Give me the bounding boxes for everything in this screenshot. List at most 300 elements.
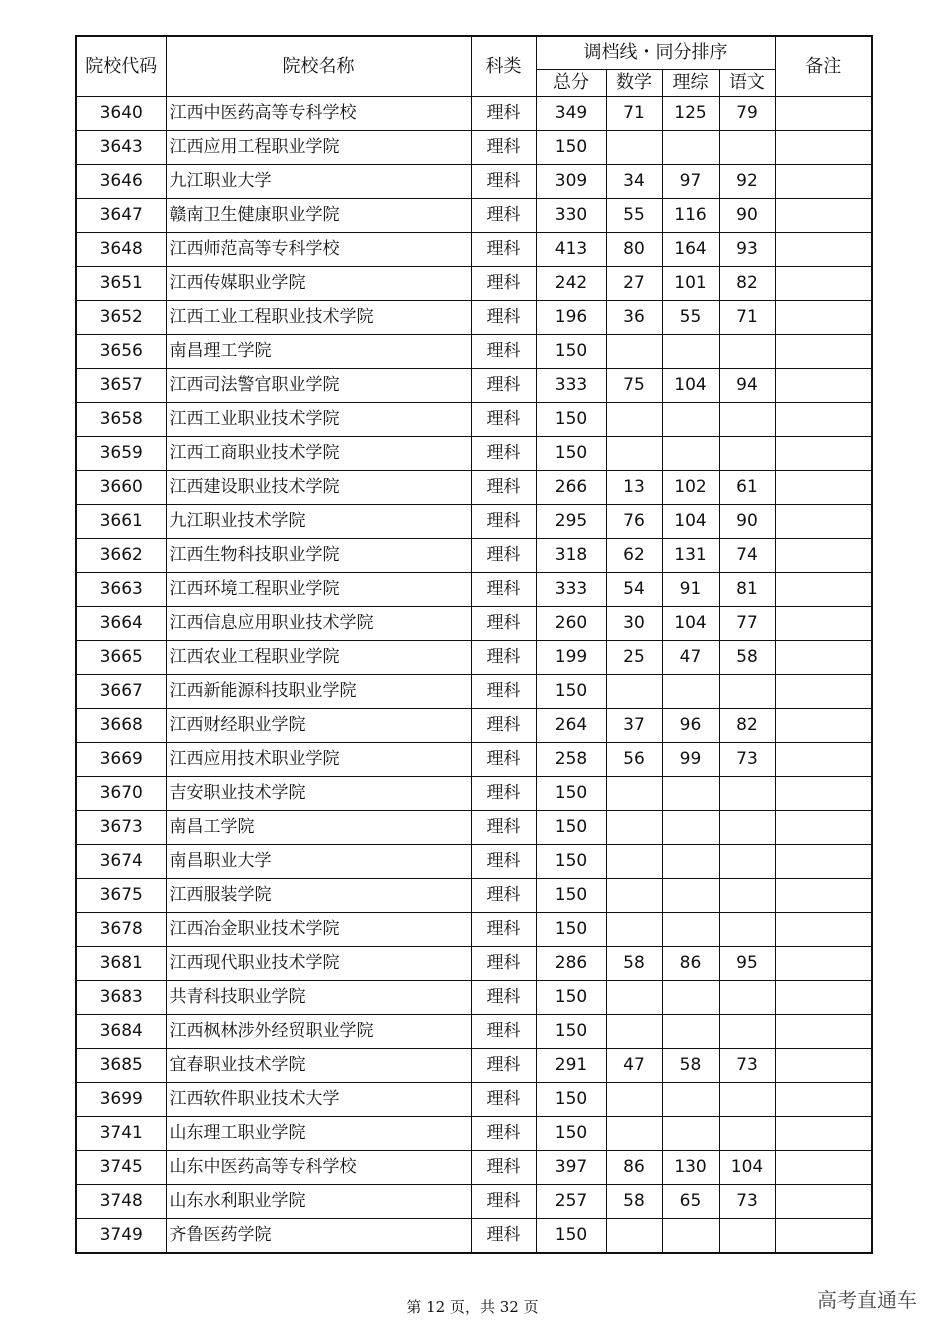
- cell-total: 333: [536, 573, 606, 607]
- cell-notes: [775, 845, 872, 879]
- cell-chinese: [719, 777, 775, 811]
- cell-lizong: [662, 335, 719, 369]
- cell-lizong: 58: [662, 1049, 719, 1083]
- cell-notes: [775, 811, 872, 845]
- cell-lizong: [662, 981, 719, 1015]
- cell-math: 71: [606, 97, 662, 131]
- cell-type: 理科: [471, 131, 536, 165]
- cell-lizong: [662, 131, 719, 165]
- cell-total: 150: [536, 1117, 606, 1151]
- cell-chinese: 81: [719, 573, 775, 607]
- table-row: [76, 267, 872, 301]
- cell-name: 江西环境工程职业学院: [166, 573, 471, 607]
- cell-notes: [775, 97, 872, 131]
- cell-type: 理科: [471, 199, 536, 233]
- cell-chinese: [719, 131, 775, 165]
- cell-chinese: [719, 1083, 775, 1117]
- cell-chinese: 90: [719, 505, 775, 539]
- header-math: 数学: [606, 70, 662, 97]
- table-row: [76, 811, 872, 845]
- cell-math: [606, 403, 662, 437]
- cell-code: 3664: [76, 607, 166, 641]
- cell-total: 413: [536, 233, 606, 267]
- cell-type: 理科: [471, 947, 536, 981]
- cell-code: 3652: [76, 301, 166, 335]
- cell-name: 江西财经职业学院: [166, 709, 471, 743]
- cell-code: 3673: [76, 811, 166, 845]
- cell-type: 理科: [471, 709, 536, 743]
- table-row: [76, 1015, 872, 1049]
- cell-math: 37: [606, 709, 662, 743]
- cell-type: 理科: [471, 97, 536, 131]
- cell-total: 150: [536, 845, 606, 879]
- cell-notes: [775, 709, 872, 743]
- cell-total: 258: [536, 743, 606, 777]
- cell-name: 江西工商职业技术学院: [166, 437, 471, 471]
- cell-name: 九江职业技术学院: [166, 505, 471, 539]
- cell-type: 理科: [471, 1151, 536, 1185]
- cell-total: 397: [536, 1151, 606, 1185]
- cell-lizong: [662, 811, 719, 845]
- cell-chinese: 77: [719, 607, 775, 641]
- cell-type: 理科: [471, 471, 536, 505]
- cell-type: 理科: [471, 369, 536, 403]
- cell-lizong: 47: [662, 641, 719, 675]
- admission-score-table: [75, 35, 873, 1254]
- cell-code: 3674: [76, 845, 166, 879]
- cell-code: 3643: [76, 131, 166, 165]
- cell-type: 理科: [471, 1015, 536, 1049]
- cell-code: 3741: [76, 1117, 166, 1151]
- table-row: [76, 403, 872, 437]
- cell-name: 山东中医药高等专科学校: [166, 1151, 471, 1185]
- cell-total: 150: [536, 335, 606, 369]
- cell-notes: [775, 233, 872, 267]
- cell-math: 25: [606, 641, 662, 675]
- cell-math: 76: [606, 505, 662, 539]
- cell-type: 理科: [471, 437, 536, 471]
- header-name: 院校名称: [166, 36, 471, 97]
- cell-total: 150: [536, 879, 606, 913]
- cell-chinese: [719, 335, 775, 369]
- cell-math: 75: [606, 369, 662, 403]
- cell-notes: [775, 641, 872, 675]
- table-row: [76, 1049, 872, 1083]
- cell-total: 260: [536, 607, 606, 641]
- cell-total: 333: [536, 369, 606, 403]
- cell-math: 13: [606, 471, 662, 505]
- cell-lizong: [662, 845, 719, 879]
- cell-chinese: [719, 1015, 775, 1049]
- cell-total: 150: [536, 913, 606, 947]
- cell-lizong: 104: [662, 369, 719, 403]
- cell-total: 150: [536, 675, 606, 709]
- cell-code: 3668: [76, 709, 166, 743]
- cell-notes: [775, 199, 872, 233]
- cell-lizong: 104: [662, 505, 719, 539]
- cell-notes: [775, 573, 872, 607]
- cell-lizong: [662, 1219, 719, 1254]
- cell-code: 3670: [76, 777, 166, 811]
- cell-lizong: 125: [662, 97, 719, 131]
- cell-lizong: 104: [662, 607, 719, 641]
- cell-math: 36: [606, 301, 662, 335]
- cell-notes: [775, 879, 872, 913]
- cell-total: 150: [536, 1219, 606, 1254]
- table-row: [76, 1185, 872, 1219]
- cell-code: 3648: [76, 233, 166, 267]
- cell-name: 江西生物科技职业学院: [166, 539, 471, 573]
- cell-total: 318: [536, 539, 606, 573]
- cell-code: 3748: [76, 1185, 166, 1219]
- cell-total: 257: [536, 1185, 606, 1219]
- cell-type: 理科: [471, 335, 536, 369]
- cell-math: [606, 675, 662, 709]
- cell-notes: [775, 403, 872, 437]
- cell-notes: [775, 1049, 872, 1083]
- cell-name: 江西司法警官职业学院: [166, 369, 471, 403]
- cell-total: 242: [536, 267, 606, 301]
- cell-lizong: 116: [662, 199, 719, 233]
- cell-code: 3685: [76, 1049, 166, 1083]
- cell-name: 江西现代职业技术学院: [166, 947, 471, 981]
- cell-notes: [775, 301, 872, 335]
- cell-lizong: 65: [662, 1185, 719, 1219]
- cell-code: 3660: [76, 471, 166, 505]
- cell-type: 理科: [471, 539, 536, 573]
- cell-name: 江西农业工程职业学院: [166, 641, 471, 675]
- cell-chinese: 61: [719, 471, 775, 505]
- cell-notes: [775, 131, 872, 165]
- table-row: [76, 335, 872, 369]
- cell-math: 80: [606, 233, 662, 267]
- cell-name: 江西中医药高等专科学校: [166, 97, 471, 131]
- cell-type: 理科: [471, 675, 536, 709]
- cell-lizong: [662, 1015, 719, 1049]
- cell-chinese: 95: [719, 947, 775, 981]
- cell-name: 山东理工职业学院: [166, 1117, 471, 1151]
- cell-total: 264: [536, 709, 606, 743]
- cell-math: [606, 777, 662, 811]
- cell-math: [606, 879, 662, 913]
- table-row: [76, 369, 872, 403]
- cell-name: 江西工业工程职业技术学院: [166, 301, 471, 335]
- cell-notes: [775, 1083, 872, 1117]
- cell-type: 理科: [471, 777, 536, 811]
- cell-total: 196: [536, 301, 606, 335]
- header-type: 科类: [471, 36, 536, 97]
- cell-code: 3656: [76, 335, 166, 369]
- table-row: [76, 437, 872, 471]
- cell-math: [606, 845, 662, 879]
- table-row: [76, 879, 872, 913]
- cell-lizong: 101: [662, 267, 719, 301]
- table-row: [76, 845, 872, 879]
- cell-name: 宜春职业技术学院: [166, 1049, 471, 1083]
- cell-name: 南昌理工学院: [166, 335, 471, 369]
- cell-name: 山东水利职业学院: [166, 1185, 471, 1219]
- cell-math: [606, 437, 662, 471]
- cell-lizong: 55: [662, 301, 719, 335]
- cell-type: 理科: [471, 913, 536, 947]
- table-row: [76, 743, 872, 777]
- cell-total: 330: [536, 199, 606, 233]
- table-row: [76, 1117, 872, 1151]
- cell-name: 江西冶金职业技术学院: [166, 913, 471, 947]
- cell-type: 理科: [471, 1083, 536, 1117]
- cell-math: 27: [606, 267, 662, 301]
- table-row: [76, 607, 872, 641]
- cell-lizong: [662, 437, 719, 471]
- cell-notes: [775, 437, 872, 471]
- cell-chinese: 94: [719, 369, 775, 403]
- cell-chinese: 73: [719, 743, 775, 777]
- table-row: [76, 505, 872, 539]
- cell-math: 62: [606, 539, 662, 573]
- page-number: 第 12 页，共 32 页: [406, 1298, 539, 1316]
- cell-total: 266: [536, 471, 606, 505]
- table-row: [76, 301, 872, 335]
- cell-type: 理科: [471, 233, 536, 267]
- cell-code: 3667: [76, 675, 166, 709]
- cell-notes: [775, 1117, 872, 1151]
- cell-chinese: [719, 1117, 775, 1151]
- cell-notes: [775, 1219, 872, 1254]
- cell-lizong: 130: [662, 1151, 719, 1185]
- cell-math: [606, 1015, 662, 1049]
- cell-chinese: 73: [719, 1185, 775, 1219]
- cell-type: 理科: [471, 573, 536, 607]
- cell-code: 3658: [76, 403, 166, 437]
- cell-code: 3661: [76, 505, 166, 539]
- cell-notes: [775, 1151, 872, 1185]
- cell-type: 理科: [471, 267, 536, 301]
- cell-lizong: 164: [662, 233, 719, 267]
- cell-name: 江西服装学院: [166, 879, 471, 913]
- cell-code: 3675: [76, 879, 166, 913]
- cell-math: [606, 1083, 662, 1117]
- cell-lizong: [662, 777, 719, 811]
- table-row: [76, 233, 872, 267]
- cell-lizong: 91: [662, 573, 719, 607]
- cell-type: 理科: [471, 505, 536, 539]
- table-row: [76, 709, 872, 743]
- table-row: [76, 97, 872, 131]
- cell-chinese: [719, 845, 775, 879]
- cell-chinese: 71: [719, 301, 775, 335]
- cell-chinese: [719, 811, 775, 845]
- cell-total: 150: [536, 403, 606, 437]
- cell-name: 共青科技职业学院: [166, 981, 471, 1015]
- table-row: [76, 675, 872, 709]
- cell-type: 理科: [471, 845, 536, 879]
- cell-total: 349: [536, 97, 606, 131]
- cell-chinese: [719, 913, 775, 947]
- cell-math: [606, 335, 662, 369]
- cell-type: 理科: [471, 165, 536, 199]
- table-row: [76, 1219, 872, 1254]
- cell-name: 齐鲁医药学院: [166, 1219, 471, 1254]
- cell-name: 江西新能源科技职业学院: [166, 675, 471, 709]
- cell-total: 150: [536, 811, 606, 845]
- cell-name: 南昌职业大学: [166, 845, 471, 879]
- cell-total: 150: [536, 437, 606, 471]
- cell-math: 30: [606, 607, 662, 641]
- cell-math: 58: [606, 1185, 662, 1219]
- table-row: [76, 641, 872, 675]
- cell-lizong: 86: [662, 947, 719, 981]
- cell-name: 江西软件职业技术大学: [166, 1083, 471, 1117]
- cell-type: 理科: [471, 607, 536, 641]
- cell-chinese: 104: [719, 1151, 775, 1185]
- cell-type: 理科: [471, 1219, 536, 1254]
- cell-lizong: [662, 1117, 719, 1151]
- cell-math: 54: [606, 573, 662, 607]
- cell-name: 江西建设职业技术学院: [166, 471, 471, 505]
- cell-math: 47: [606, 1049, 662, 1083]
- cell-total: 291: [536, 1049, 606, 1083]
- cell-notes: [775, 1015, 872, 1049]
- cell-lizong: 99: [662, 743, 719, 777]
- header-chinese: 语文: [719, 70, 775, 97]
- table-row: [76, 1083, 872, 1117]
- cell-type: 理科: [471, 1117, 536, 1151]
- cell-total: 150: [536, 777, 606, 811]
- cell-code: 3683: [76, 981, 166, 1015]
- cell-type: 理科: [471, 743, 536, 777]
- brand-watermark: 高考直通车: [817, 1288, 917, 1312]
- cell-total: 150: [536, 981, 606, 1015]
- cell-math: [606, 131, 662, 165]
- cell-math: 55: [606, 199, 662, 233]
- cell-lizong: [662, 675, 719, 709]
- table-row: [76, 777, 872, 811]
- cell-code: 3646: [76, 165, 166, 199]
- cell-lizong: [662, 403, 719, 437]
- cell-chinese: 73: [719, 1049, 775, 1083]
- table-row: [76, 981, 872, 1015]
- header-code: 院校代码: [76, 36, 166, 97]
- cell-notes: [775, 369, 872, 403]
- cell-lizong: [662, 913, 719, 947]
- cell-code: 3678: [76, 913, 166, 947]
- header-total: 总分: [536, 70, 606, 97]
- cell-code: 3657: [76, 369, 166, 403]
- cell-type: 理科: [471, 301, 536, 335]
- cell-code: 3749: [76, 1219, 166, 1254]
- cell-math: [606, 811, 662, 845]
- table-row: [76, 539, 872, 573]
- table-row: [76, 1151, 872, 1185]
- cell-chinese: 82: [719, 709, 775, 743]
- cell-chinese: 93: [719, 233, 775, 267]
- cell-code: 3681: [76, 947, 166, 981]
- cell-code: 3659: [76, 437, 166, 471]
- cell-chinese: [719, 1219, 775, 1254]
- cell-lizong: 97: [662, 165, 719, 199]
- cell-notes: [775, 777, 872, 811]
- cell-chinese: 92: [719, 165, 775, 199]
- cell-notes: [775, 1185, 872, 1219]
- cell-lizong: 102: [662, 471, 719, 505]
- cell-code: 3745: [76, 1151, 166, 1185]
- cell-name: 九江职业大学: [166, 165, 471, 199]
- cell-name: 赣南卫生健康职业学院: [166, 199, 471, 233]
- cell-code: 3662: [76, 539, 166, 573]
- cell-notes: [775, 539, 872, 573]
- cell-total: 150: [536, 1015, 606, 1049]
- cell-notes: [775, 267, 872, 301]
- cell-code: 3699: [76, 1083, 166, 1117]
- table-row: [76, 471, 872, 505]
- cell-chinese: [719, 675, 775, 709]
- table-row: [76, 573, 872, 607]
- cell-lizong: [662, 879, 719, 913]
- table-row: [76, 913, 872, 947]
- cell-chinese: [719, 437, 775, 471]
- cell-code: 3640: [76, 97, 166, 131]
- table-row: [76, 199, 872, 233]
- cell-notes: [775, 165, 872, 199]
- cell-notes: [775, 607, 872, 641]
- table-row: [76, 165, 872, 199]
- cell-name: 江西枫林涉外经贸职业学院: [166, 1015, 471, 1049]
- cell-notes: [775, 913, 872, 947]
- cell-name: 江西工业职业技术学院: [166, 403, 471, 437]
- cell-notes: [775, 335, 872, 369]
- table-row: [76, 131, 872, 165]
- cell-chinese: 74: [719, 539, 775, 573]
- cell-total: 309: [536, 165, 606, 199]
- table-row: [76, 947, 872, 981]
- cell-notes: [775, 743, 872, 777]
- header-group: 调档线・同分排序: [536, 36, 775, 70]
- cell-chinese: [719, 403, 775, 437]
- cell-notes: [775, 505, 872, 539]
- cell-math: [606, 981, 662, 1015]
- cell-total: 295: [536, 505, 606, 539]
- cell-notes: [775, 471, 872, 505]
- cell-chinese: 58: [719, 641, 775, 675]
- cell-type: 理科: [471, 403, 536, 437]
- cell-math: 58: [606, 947, 662, 981]
- cell-chinese: 79: [719, 97, 775, 131]
- cell-type: 理科: [471, 981, 536, 1015]
- cell-lizong: [662, 1083, 719, 1117]
- cell-chinese: 90: [719, 199, 775, 233]
- cell-name: 南昌工学院: [166, 811, 471, 845]
- cell-chinese: 82: [719, 267, 775, 301]
- cell-code: 3669: [76, 743, 166, 777]
- cell-math: [606, 1219, 662, 1254]
- cell-lizong: 96: [662, 709, 719, 743]
- cell-chinese: [719, 981, 775, 1015]
- cell-type: 理科: [471, 1049, 536, 1083]
- cell-type: 理科: [471, 641, 536, 675]
- header-notes: 备注: [775, 36, 872, 97]
- cell-code: 3665: [76, 641, 166, 675]
- cell-type: 理科: [471, 811, 536, 845]
- cell-notes: [775, 947, 872, 981]
- cell-lizong: 131: [662, 539, 719, 573]
- cell-code: 3647: [76, 199, 166, 233]
- cell-name: 江西应用工程职业学院: [166, 131, 471, 165]
- cell-chinese: [719, 879, 775, 913]
- cell-notes: [775, 675, 872, 709]
- cell-type: 理科: [471, 1185, 536, 1219]
- cell-math: [606, 1117, 662, 1151]
- cell-name: 江西信息应用职业技术学院: [166, 607, 471, 641]
